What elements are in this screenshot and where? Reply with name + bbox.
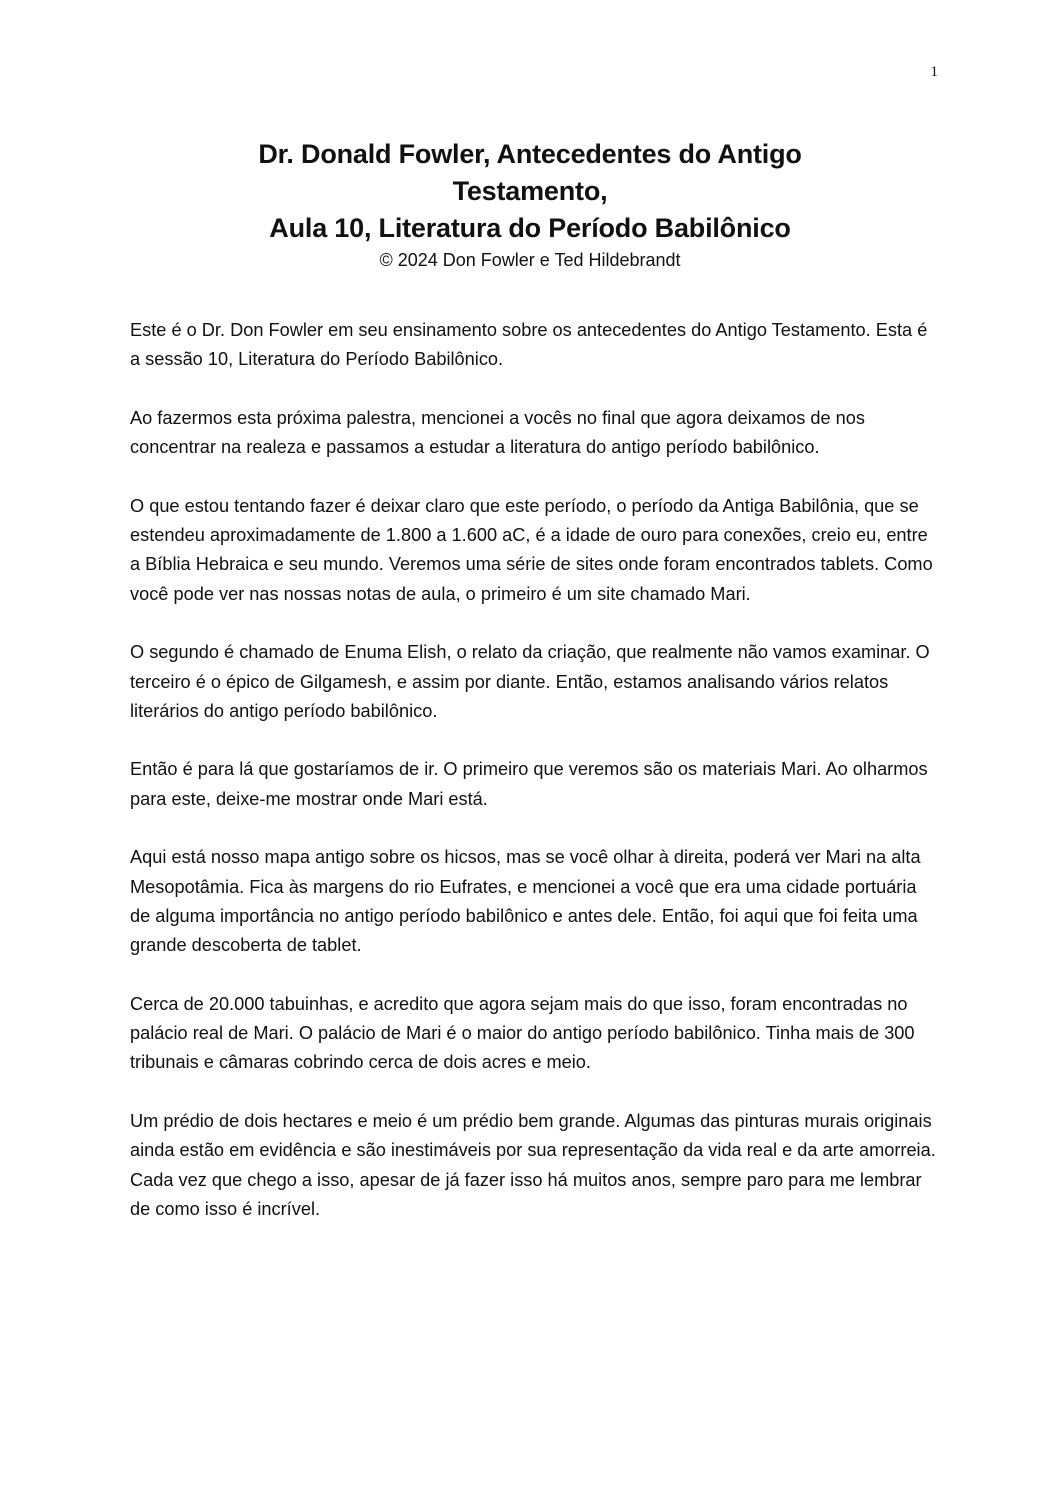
document-body — [130, 316, 940, 1254]
page-number: 1 — [930, 64, 938, 80]
paragraph: Aqui está nosso mapa antigo sobre os hicsos, mas se você olhar à direita, poderá ver Mari na alta Mesopotâmia. Fica às margens do rio Eufrates, e mencionei a você que era uma cidade portuária de alguma importância no antigo período babilônico e antes dele. Então, foi aqui que foi feita uma grande descoberta de tablet. — [130, 847, 921, 956]
paragraph: Um prédio de dois hectares e meio é um prédio bem grande. Algumas das pinturas murais originais ainda estão em evidência e são inestimáveis por sua representação da vida real e da arte amorreia. Cada vez que chego a isso, apesar de já fazer isso há muitos anos, sempre paro para me lembrar de como isso é incrível. — [130, 1111, 936, 1219]
document-header — [130, 136, 930, 273]
paragraph: O que estou tentando fazer é deixar claro que este período, o período da Antiga Babilônia, que se estendeu aproximadamente de 1.800 a 1.600 aC, é a idade de ouro para conexões, creio eu, entre a Bíblia Hebraica e seu mundo. Veremos uma série de sites onde foram encontrados tablets. Como você pode ver nas nossas notas de aula, o primeiro é um site chamado Mari. — [130, 495, 933, 604]
paragraph: Então é para lá que gostaríamos de ir. O primeiro que veremos são os materiais Mari. Ao olharmos para este, deixe-me mostrar onde Mari está. — [130, 759, 928, 809]
document-title-line-2: Testamento, — [452, 176, 608, 206]
paragraph: Ao fazermos esta próxima palestra, mencionei a vocês no final que agora deixamos de nos concentrar na realeza e passamos a estudar a literatura do antigo período babilônico. — [130, 407, 865, 458]
copyright-notice: © 2024 Don Fowler e Ted Hildebrandt — [379, 250, 681, 270]
document-title-line-3: Aula 10, Literatura do Período Babilônico — [269, 213, 791, 243]
paragraph: Este é o Dr. Don Fowler em seu ensinamento sobre os antecedentes do Antigo Testamento. Esta é a sessão 10, Literatura do Período Babilônico. — [130, 320, 928, 370]
paragraph: O segundo é chamado de Enuma Elish, o relato da criação, que realmente não vamos examinar. O terceiro é o épico de Gilgamesh, e assim por diante. Então, estamos analisando vários relatos literários do antigo período babilônico. — [130, 642, 930, 721]
paragraph: Cerca de 20.000 tabuinhas, e acredito que agora sejam mais do que isso, foram encontradas no palácio real de Mari. O palácio de Mari é o maior do antigo período babilônico. Tinha mais de 300 tribunais e câmaras cobrindo cerca de dois acres e meio. — [130, 993, 915, 1073]
document-title-line-1: Dr. Donald Fowler, Antecedentes do Antigo — [258, 139, 802, 169]
